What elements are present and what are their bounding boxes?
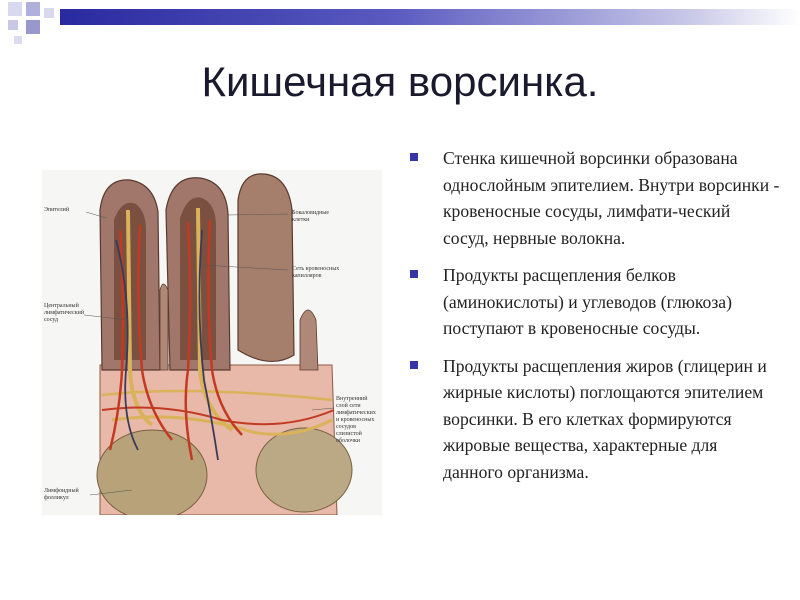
decor-square: [26, 20, 40, 34]
label-lymph-vessel: лимфатический: [44, 310, 85, 316]
bullet-item: [410, 145, 780, 251]
header-decoration: [0, 0, 800, 48]
slide-title: Кишечная ворсинка.: [201, 58, 599, 105]
label-inner-layer: Внутренний: [336, 396, 368, 402]
square-bullet-icon: [410, 153, 418, 161]
label-inner-layer: и кровеносных: [336, 417, 375, 423]
label-goblet-cells: клетки: [292, 217, 310, 223]
decor-square: [14, 36, 22, 44]
label-inner-layer: слой сети: [336, 403, 361, 409]
label-inner-layer: слизистой: [336, 431, 362, 437]
square-bullet-icon: [410, 270, 418, 278]
bullet-text: Продукты расщепления жиров (глицерин и жирные кислоты) поглощаются эпителием ворсинки. В его клетках формируются жировые вещества, характерные для данного организма.: [443, 355, 767, 482]
villus-drawing: [42, 170, 382, 515]
lymph-follicle-left: [97, 430, 207, 515]
label-goblet-cells: Бокаловидные: [292, 210, 329, 216]
decor-square: [8, 20, 18, 30]
label-capillary-net: Сеть кровеносных: [292, 266, 340, 272]
bullet-text: Продукты расщепления белков (аминокислоты) и углеводов (глюкоза) поступают в кровеносные сосуды.: [443, 265, 732, 338]
label-epithelium: Эпителий: [44, 207, 70, 213]
label-lymph-follicle: фолликул: [44, 495, 69, 501]
bullet-list: [410, 145, 780, 496]
label-lymph-vessel: Центральный: [44, 303, 79, 309]
square-bullet-icon: [410, 361, 418, 369]
decor-square: [8, 2, 22, 16]
header-gradient-bar: [60, 9, 800, 25]
bullet-text: Стенка кишечной ворсинки образована однослойным эпителием. Внутри ворсинки - кровеносные сосуды, лимфати-ческий сосуд, нервные волокна.: [443, 148, 780, 248]
bullet-item: [410, 353, 780, 486]
label-inner-layer: оболочки: [336, 438, 360, 444]
decor-square: [44, 8, 54, 18]
intestinal-villus-illustration: [42, 170, 382, 515]
bullet-item: [410, 262, 780, 342]
label-capillary-net: капилляров: [292, 273, 322, 279]
label-inner-layer: сосудов: [336, 424, 356, 430]
label-inner-layer: лимфатических: [336, 410, 376, 416]
label-lymph-vessel: сосуд: [44, 317, 59, 323]
decor-square: [26, 2, 40, 16]
label-lymph-follicle: Лимфоидный: [44, 488, 79, 494]
